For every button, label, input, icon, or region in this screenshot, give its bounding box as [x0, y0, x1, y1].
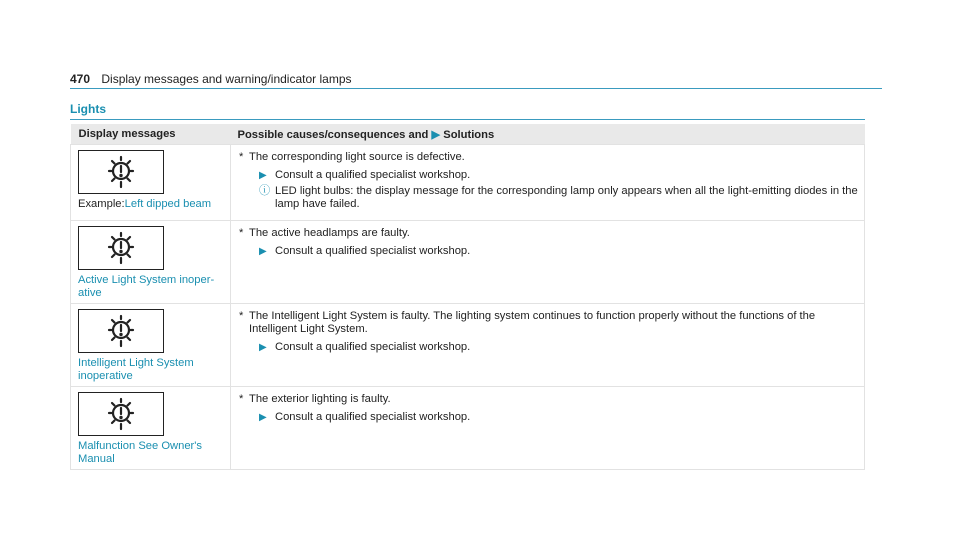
- exterior-light-fault-icon: [78, 309, 164, 353]
- example-label: Example:: [78, 198, 125, 210]
- col-header-causes-solutions: Possible causes/consequences and ▶ Solutions: [231, 124, 865, 145]
- action-arrow-icon: ▶: [259, 170, 267, 181]
- display-message: Malfunction See Owner's Manual: [78, 440, 203, 465]
- cause-text: The corresponding light source is defective.: [249, 151, 465, 163]
- cause-text: The exterior lighting is faulty.: [249, 393, 391, 405]
- section-rule: [70, 119, 865, 120]
- table-row: Intelligent Light System inoperative * The Intelligent Light System is faulty. The lighting system continues to function properly without the functions of the Intelligent Light System. ▶ Consult a qualified specialist workshop.: [71, 304, 865, 387]
- cause-text: The active headlamps are faulty.: [249, 227, 410, 239]
- solution-arrow-icon: ▶: [431, 128, 441, 141]
- display-message: Left dipped beam: [124, 198, 212, 210]
- col-header-display-messages: Display messages: [71, 124, 231, 145]
- action-arrow-icon: ▶: [259, 246, 267, 257]
- info-icon: ⓘ: [259, 185, 271, 197]
- page-number: 470: [70, 72, 91, 86]
- header-rule: [70, 88, 882, 89]
- solution-text: Consult a qualified specialist workshop.: [275, 341, 471, 353]
- info-note: LED light bulbs: the display message for the corresponding lamp only appears when all the light-emitting diodes in the lamp have failed.: [275, 185, 858, 210]
- action-arrow-icon: ▶: [259, 342, 267, 353]
- table-row: Malfunction See Owner's Manual * The exterior lighting is faulty. ▶ Consult a qualified specialist workshop.: [71, 387, 865, 470]
- table-row: Example:Left dipped beam * The corresponding light source is defective. ▶ Consult a qualified specialist workshop. ⓘ LED light bulbs: the display message for the corresponding lamp only appears when all the light-emitting diodes in the lamp have failed.: [71, 145, 865, 221]
- display-message: Active Light System inoper-ative: [78, 274, 215, 299]
- action-arrow-icon: ▶: [259, 412, 267, 423]
- display-message: Intelligent Light System inoperative: [78, 357, 194, 382]
- solution-text: Consult a qualified specialist workshop.: [275, 245, 471, 257]
- section-title: Lights: [70, 102, 106, 116]
- exterior-light-fault-icon: [78, 226, 164, 270]
- lights-message-table: [70, 124, 865, 470]
- chapter-title: Display messages and warning/indicator lamps: [101, 72, 352, 86]
- table-row: Active Light System inoper-ative * The active headlamps are faulty. ▶ Consult a qualified specialist workshop.: [71, 221, 865, 304]
- exterior-light-fault-icon: [78, 392, 164, 436]
- cause-text: The Intelligent Light System is faulty. The lighting system continues to function properly without the functions of the Intelligent Light System.: [249, 310, 816, 335]
- exterior-light-fault-icon: [78, 150, 164, 194]
- page-header: [70, 72, 352, 86]
- solution-text: Consult a qualified specialist workshop.: [275, 411, 471, 423]
- solution-text: Consult a qualified specialist workshop.: [275, 169, 471, 181]
